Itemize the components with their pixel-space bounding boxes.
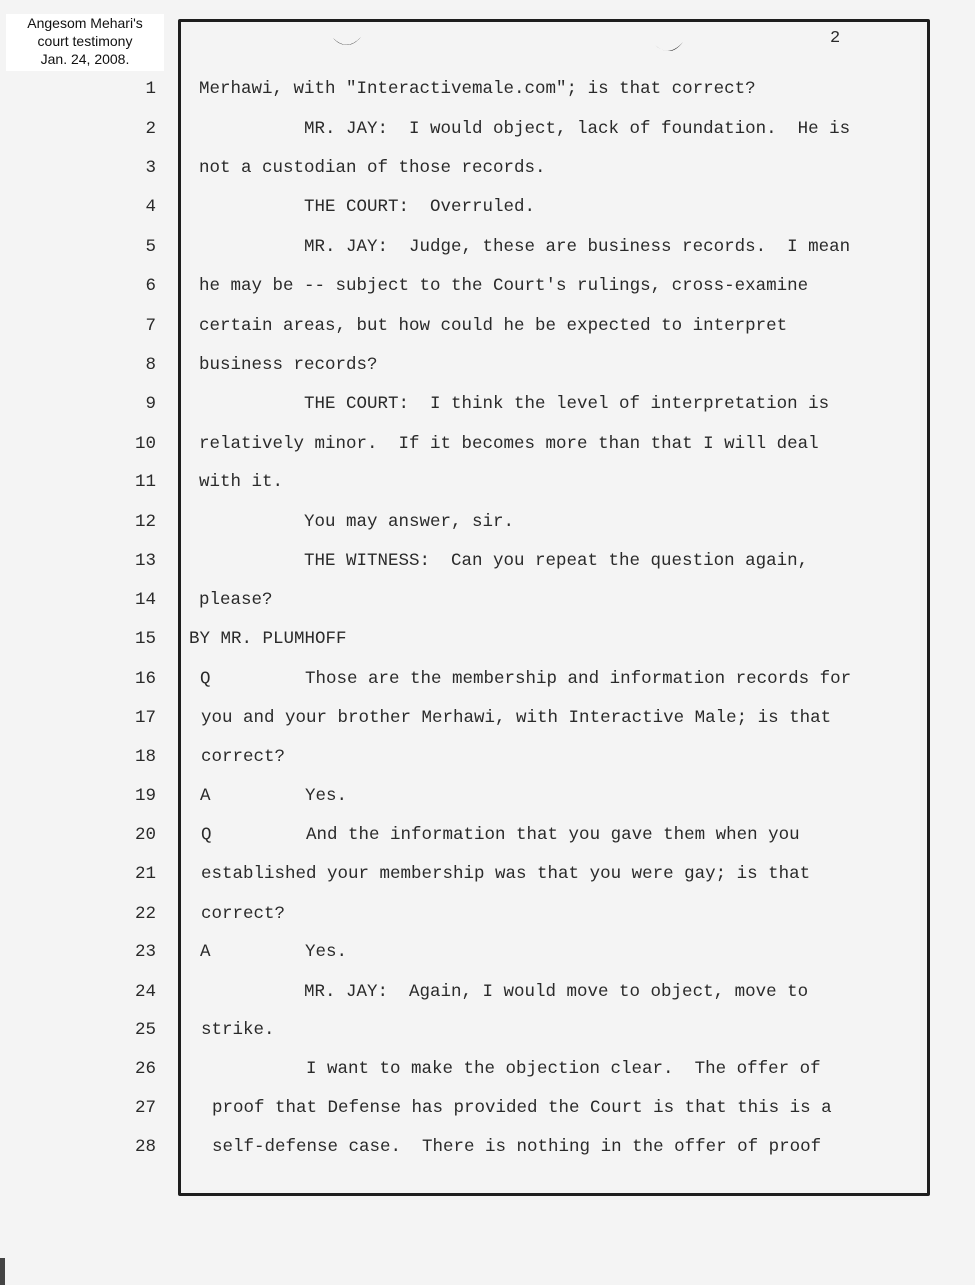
line-text: correct?: [201, 904, 286, 924]
line-number: 26: [134, 1059, 156, 1079]
line-text: Q Those are the membership and information records for: [200, 669, 852, 689]
line-text: MR. JAY: Again, I would move to object, move to: [304, 982, 809, 1002]
line-number: 1: [145, 79, 156, 99]
line-number: 24: [134, 982, 156, 1002]
line-text: A Yes.: [200, 786, 348, 806]
line-text: MR. JAY: I would object, lack of foundation. He is: [304, 119, 851, 139]
line-number: 5: [145, 237, 156, 257]
line-text: MR. JAY: Judge, these are business records. I mean: [304, 237, 851, 257]
line-text: You may answer, sir.: [304, 512, 515, 532]
line-text: Merhawi, with "Interactivemale.com"; is that correct?: [199, 79, 756, 99]
line-number: 15: [134, 629, 156, 649]
caption-line-1: Angesom Mehari's: [27, 15, 143, 31]
line-number: 21: [134, 864, 156, 884]
line-number: 6: [145, 276, 156, 296]
page-number: 2: [830, 29, 841, 48]
line-text: self-defense case. There is nothing in the offer of proof: [212, 1137, 822, 1157]
caption-line-3: Jan. 24, 2008.: [40, 51, 130, 67]
transcript-border: [178, 19, 930, 1196]
line-text: with it.: [199, 472, 284, 492]
line-number: 11: [134, 472, 156, 492]
line-number: 3: [145, 158, 156, 178]
line-number: 19: [134, 786, 156, 806]
line-text: established your membership was that you were gay; is that: [201, 864, 811, 884]
line-text: he may be -- subject to the Court's rulings, cross-examine: [199, 276, 809, 296]
line-text: you and your brother Merhawi, with Interactive Male; is that: [201, 708, 832, 728]
line-number: 10: [134, 434, 156, 454]
line-number: 28: [134, 1137, 156, 1157]
line-text: correct?: [201, 747, 286, 767]
line-text: strike.: [201, 1020, 275, 1040]
line-text: BY MR. PLUMHOFF: [189, 629, 347, 649]
line-number: 18: [134, 747, 156, 767]
line-number: 23: [134, 942, 156, 962]
caption-label: [6, 14, 164, 71]
line-number: 22: [134, 904, 156, 924]
line-text: not a custodian of those records.: [199, 158, 546, 178]
line-number: 17: [134, 708, 156, 728]
line-text: A Yes.: [200, 942, 348, 962]
line-number: 27: [134, 1098, 156, 1118]
line-number: 7: [145, 316, 156, 336]
scan-edge: [0, 1258, 5, 1285]
caption-line-2: court testimony: [37, 33, 133, 49]
line-text: please?: [199, 590, 273, 610]
line-text: proof that Defense has provided the Court is that this is a: [212, 1098, 832, 1118]
line-number: 12: [134, 512, 156, 532]
line-number: 20: [134, 825, 156, 845]
line-text: Q And the information that you gave them when you: [201, 825, 800, 845]
line-number: 8: [145, 355, 156, 375]
punch-hole-mark-right: [654, 40, 684, 56]
line-number: 2: [145, 119, 156, 139]
line-text: THE COURT: I think the level of interpretation is: [304, 394, 830, 414]
punch-hole-mark-left: [332, 34, 362, 50]
line-number: 4: [145, 197, 156, 217]
line-number: 9: [145, 394, 156, 414]
line-number: 16: [134, 669, 156, 689]
line-text: relatively minor. If it becomes more than that I will deal: [199, 434, 819, 454]
line-number: 13: [134, 551, 156, 571]
line-text: I want to make the objection clear. The offer of: [306, 1059, 821, 1079]
line-text: business records?: [199, 355, 378, 375]
line-text: THE WITNESS: Can you repeat the question again,: [304, 551, 809, 571]
line-text: certain areas, but how could he be expected to interpret: [199, 316, 788, 336]
line-text: THE COURT: Overruled.: [304, 197, 536, 217]
line-number: 14: [134, 590, 156, 610]
line-number: 25: [134, 1020, 156, 1040]
